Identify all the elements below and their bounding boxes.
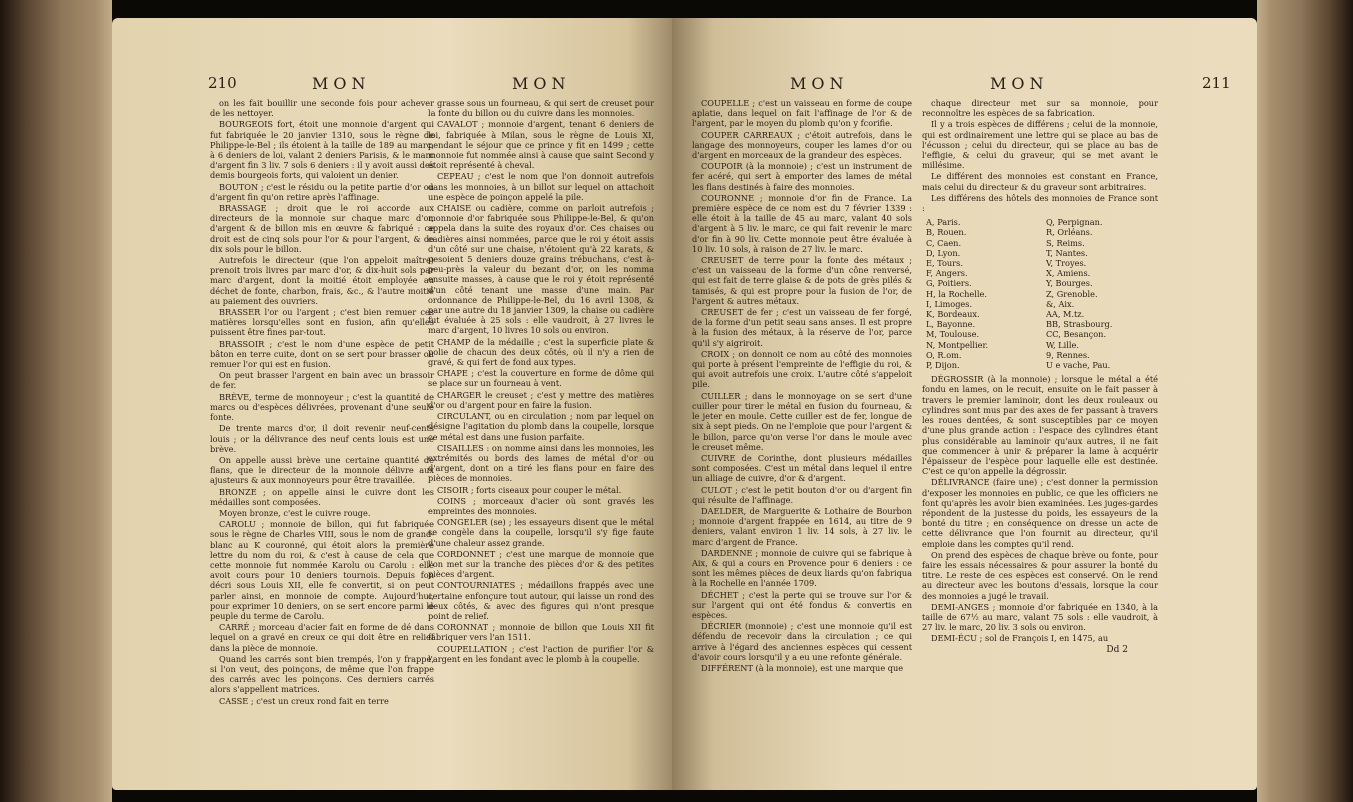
dictionary-entry: CONTOURNIATES ; médaillons frappés avec une certaine enfonçure tout autour, qui laisse un rond des deux côtés, & avec des figures qui n'ont presque point de relief. [428,580,654,621]
mint-mark-entry: Q, Perpignan. [1046,217,1103,228]
dictionary-entry: CARRÉ ; morceau d'acier fait en forme de dé dans lequel on a gravé en creux ce qui doit être en relief dans la pièce de monnoie. [210,622,434,653]
mint-mark-entry: R, Orléans. [1046,227,1093,238]
dictionary-entry: BRÈVE, terme de monnoyeur ; c'est la quantité de marcs ou d'espèces délivrées, provenant d'une seule fonte. [210,391,434,423]
dictionary-entry: BRASSAGE ; droit que le roi accorde aux directeurs de la monnoie sur chaque marc d'or, d'argent & de billon mis en œuvre & fabriqué : ce droit est de cinq sols pour l'or & pour l'argent, & de dix sols pour le billon. [210,203,434,254]
dictionary-entry: CORDONNET ; c'est une marque de monnoie que l'on met sur la tranche des pièces d'or & des petites pièces d'argent. [428,548,654,580]
running-head-col2: MON [512,74,571,93]
mint-mark-entry: P, Dijon. [926,360,960,371]
page-number: 210 [208,74,237,92]
mint-mark-entry: B, Rouen. [926,227,967,238]
mint-mark-entry: U e vache, Pau. [1046,360,1111,371]
dictionary-entry: DAELDER, de Marguerite & Lothaire de Bourbon ; monnoie d'argent frappée en 1614, au titre de 9 deniers, valant environ 1 liv. 14 sols, à 27 liv. le marc d'argent de France. [692,505,912,547]
mint-mark-entry: Y, Bourges. [1046,278,1093,289]
book-edge-right [1257,0,1353,802]
entries-after-list [922,374,1158,643]
mint-mark-entry: C, Caen. [926,237,962,248]
dictionary-entry: CIRCULANT, ou en circulation ; nom par lequel on désigne l'agitation du plomb dans la coupelle, lorsque ce métal est dans une fusion parfaite. [428,411,654,442]
dictionary-entry: COUPELLATION ; c'est l'action de purifier l'or & l'argent en les fondant avec le plomb à la coupelle. [428,643,654,664]
dictionary-entry: CONGELER (se) ; les essayeurs disent que le métal se congèle dans la coupelle, lorsqu'il s'y fige faute d'une chaleur assez grande. [428,517,654,548]
mint-mark-entry: N, Montpellier. [926,339,989,350]
mint-mark-entry: V, Troyes. [1046,258,1087,269]
mint-mark-entry: H, la Rochelle. [926,288,987,299]
dictionary-entry: Il y a trois espèces de différens ; celui de la monnoie, qui est ordinairement une lettre qui se place au bas de l'écusson ; celui du directeur, qui se place au bas de l'effigie, & celui du graveur, qui se met avant le millésime. [922,119,1158,171]
dictionary-entry: On appelle aussi brève une certaine quantité de flans, que le directeur de la monnoie délivre aux ajusteurs & aux monnoyeurs pour être travaillée. [210,454,434,486]
mint-mark-entry: BB, Strasbourg. [1046,319,1113,330]
running-head: MON [790,74,849,93]
right-column-2 [922,98,1158,655]
dictionary-entry: CULOT ; c'est le petit bouton d'or ou d'argent fin qui résulte de l'affinage. [692,484,912,505]
dictionary-entry: BOURGEOIS fort, étoit une monnoie d'argent qui fut fabriquée le 20 janvier 1310, sous le règne de Philippe-le-Bel ; ils étoient à la taille de 189 au marc, à 6 deniers de loi, valant 2 deniers Parisis, & le marc d'argent fin 3 liv. 7 sols 6 deniers : il y avoit aussi des demis bourgeois forts, qui valoient un denier. [210,119,434,181]
dictionary-entry: CORONNAT ; monnoie de billon que Louis XII fit fabriquer vers l'an 1511. [428,622,654,643]
mint-mark-entry: T, Nantes. [1046,247,1088,258]
mint-mark-entry: A, Paris. [926,217,961,228]
dictionary-entry: CISOIR ; forts ciseaux pour couper le métal. [437,484,622,495]
dictionary-entry: CEPEAU ; c'est le nom que l'on donnoit autrefois dans les monnoies, à un billot sur lequel on attachoit une espèce de poinçon appelé la pile. [428,171,654,202]
dictionary-entry: DÉCHET ; c'est la perte qui se trouve sur l'or & sur l'argent qui ont été fondus & convertis en espèces. [692,589,912,620]
left-page [112,18,672,790]
right-page [672,18,1257,790]
mint-mark-entry: W, Lille. [1046,339,1079,350]
dictionary-entry: CHAMP de la médaille ; c'est la superficie plate & polie de chacun des deux côtés, où il n'y a rien de gravé, & qui fert de fond aux types. [428,336,654,368]
dictionary-entry: DÉGROSSIR (à la monnoie) ; lorsque le métal a été fondu en lames, on le recuit, ensuite on le fait passer à travers le premier laminoir, dont les deux rouleaux ou cylindres sont mus par des axes de fer passant à travers les roues dentées, & sont susceptibles par ce moyen d'une plus grande action : l'espace des cylindres étant plus considérable au laminoir qu'aux autres, il ne fait que commencer à unir & préparer la lame à acquérir l'épaisseur de l'espèce pour laquelle elle est destinée. C'est ce qu'on appelle la dégrossir. [922,374,1158,477]
dictionary-entry: COURONNE ; monnoie d'or fin de France. La première espèce de ce nom est du 7 février 1339 : elle étoit à la taille de 45 au marc, valant 40 sols d'argent à 5 liv. le marc, ce qui fait revenir le marc d'or fin à 90 liv. Cette monnoie peut être évaluée à 10 liv. 10 sols, à raison de 27 liv. le marc. [692,192,912,254]
mint-mark-entry: CC, Besançon. [1046,329,1107,340]
dictionary-entry: On peut brasser l'argent en bain avec un brassoir de fer. [210,370,434,391]
dictionary-entry: CHARGER le creuset ; c'est y mettre des matières d'or ou d'argent pour en faire la fusion. [428,389,654,410]
dictionary-entry: grasse sous un fourneau, & qui sert de creuset pour la fonte du billon ou du cuivre dans les monnoies. [428,98,654,119]
mint-mark-entry: G, Poitiers. [926,278,972,289]
page-number: 211 [1202,74,1231,92]
dictionary-entry: DARDENNE ; monnoie de cuivre qui se fabrique à Aix, & qui a cours en Provence pour 6 deniers : ce sont les mêmes pièces de deux liards qu'on fabriqua à la Rochelle en l'année 1709. [692,547,912,589]
dictionary-entry: DEMI-ANGES ; monnoie d'or fabriquée en 1340, à la taille de 67½ au marc, valant 75 sols : elle vaudroit, à 27 liv. le marc, 20 liv. 3 sols ou environ. [922,601,1158,633]
signature-mark: Dd 2 [1106,644,1128,655]
dictionary-entry: BRONZE ; on appelle ainsi le cuivre dont les médailles sont composées. [210,486,434,507]
dictionary-entry: CAROLU ; monnoie de billon, qui fut fabriquée sous le règne de Charles VIII, sous le nom de grand-blanc au K couronné, qui étoit alors la première lettre du nom du roi, & c'est à cause de cela que cette monnoie fut nommée Karolu ou Carolu : elle avoit cours pour 10 deniers tournois. Depuis fon décri sous Louis XII, elle fe convertit, si on peut parler ainsi, en monnoie de compte. Aujourd'hui, pour exprimer 10 deniers, on se sert encore parmi le peuple du terme de Carolu. [210,519,434,621]
dictionary-entry: on les fait bouillir une seconde fois pour achever de les nettoyer. [210,98,434,119]
running-head: MON [312,74,371,93]
mint-mark-entry: AA, M.tz. [1046,309,1085,320]
dictionary-entry: chaque directeur met sur sa monnoie, pour reconnoître les espèces de sa fabrication. [922,98,1158,119]
mint-mark-entry: D, Lyon. [926,247,961,258]
dictionary-entry: COUPER CARREAUX ; c'étoit autrefois, dans le langage des monnoyeurs, couper les lames d'or ou d'argent en morceaux de la grandeur des espèces. [692,129,912,161]
dictionary-entry: CHAPE ; c'est la couverture en forme de dôme qui se place sur un fourneau à vent. [428,368,654,389]
left-column-1 [210,98,434,707]
mint-mark-entry: E, Tours. [926,258,963,269]
dictionary-entry: CASSE ; c'est un creux rond fait en terre [219,695,389,706]
dictionary-entry: On prend des espèces de chaque brève ou fonte, pour faire les essais nécessaires & pour assurer la bonté du titre. Le reste de ces espèces est conservé. On le rend au directeur avec les boutons d'essais, lorsque la cour des monnoies a jugé le travail. [922,549,1158,601]
mint-intro [922,98,1158,213]
mint-mark-entry: K, Bordeaux. [926,309,980,320]
dictionary-entry: Autrefois le directeur (que l'on appeloit maître) prenoit trois livres par marc d'or, & dix-huit sols par marc d'argent, dont la moitié étoit employée au déchet de fonte, charbon, frais, &c., & l'autre moitié au paiement des ouvriers. [210,255,434,306]
dictionary-entry: COUPOIR (à la monnoie) ; c'est un instrument de fer acéré, qui sert à emporter des lames de métal les flans destinés à faire des monnoies. [692,161,912,192]
dictionary-entry: CHAISE ou cadière, comme on parloit autrefois ; monnoie d'or fabriquée sous Philippe-le-Bel, & qu'on appela dans la suite des royaux d'or. Ces chaises ou cadières ainsi nommées, parce que le roi y étoit assis d'un côté sur une chaise, n'étoient qu'à 22 karats, & pesoient 5 deniers douze grains trébuchans, c'est à-peu-près la valeur du bezant d'or, on les nomma ensuite masses, à cause que le roi y étoit représenté d'un côté tenant une masse d'une main. Par ordonnance de Philippe-le-Bel, du 16 avril 1308, & par une autre du 18 janvier 1309, la chaise ou cadière fut évaluée à 25 sols : elle vaudroit, à 27 livres le marc d'argent, 10 livres 10 sols ou environ. [428,203,654,336]
dictionary-entry: COINS ; morceaux d'acier où sont gravés les empreintes des monnoies. [428,495,654,516]
mint-mark-entry: F, Angers. [926,268,968,279]
book-edge-left [0,0,112,802]
dictionary-entry: DEMI-ÉCU ; sol de François I, en 1475, au [931,633,1109,644]
running-head-col2: MON [990,74,1049,93]
dictionary-entry: CROIX ; on donnoit ce nom au côté des monnoies qui porte à présent l'empreinte de l'effigie du roi, & qui avoit autrefois une croix. L'autre côté s'appeloit pile. [692,348,912,390]
dictionary-entry: CAVALOT ; monnoie d'argent, tenant 6 deniers de loi, fabriquée à Milan, sous le règne de Louis XI, pendant le séjour que ce prince y fit en 1499 ; cette monnoie fut nommée ainsi à cause que saint Second y étoit représenté à cheval. [428,119,654,171]
dictionary-entry: CISAILLES : on nomme ainsi dans les monnoies, les extrémités ou bords des lames de métal d'or ou d'argent, dont on a tiré les flans pour en faire des pièces de monnoies. [428,442,654,484]
dictionary-entry: BOUTON ; c'est le résidu ou la petite partie d'or ou d'argent fin qu'on retire après l'affinage. [210,181,434,202]
mint-mark-entry: 9, Rennes. [1046,349,1090,360]
dictionary-entry: DÉLIVRANCE (faire une) ; c'est donner la permission d'exposer les monnoies en public, ce que les officiers ne font qu'après les avoir bien examinées. Les juges-gardes répondent de la justesse du poids, les essayeurs de la bonté du titre ; en conséquence on dresse un acte de cette délivrance que l'on fournit au directeur, qu'il emploie dans les comptes qu'il rend. [922,477,1158,549]
mint-mark-entry: I, Limoges. [926,298,973,309]
dictionary-entry: Le différent des monnoies est constant en France, mais celui du directeur & du graveur sont arbitraires. [922,171,1158,192]
right-column-1 [692,98,912,674]
mint-marks-list [926,217,1158,370]
mint-mark-entry: O, R.om. [926,349,962,360]
dictionary-entry: CUILLER ; dans le monnoyage on se sert d'une cuiller pour tirer le métal en fusion du fourneau, & le jeter en moule. Cette cuiller est de fer, longue de six à sept pieds. On ne l'emploie que pour l'argent & le billon, parce qu'on verse l'or dans le moule avec le creuset même. [692,390,912,452]
dictionary-entry: BRASSOIR ; c'est le nom d'une espèce de petit bâton en terre cuite, dont on se sert pour brasser ou remuer l'or qui est en fusion. [210,338,434,370]
left-column-2 [428,98,654,665]
dictionary-entry: DÉCRIER (monnoie) ; c'est une monnoie qu'il est défendu de recevoir dans la circulation ; ce qui arrive à l'égard des anciennes espèces qui cessent d'avoir cours lorsqu'il y a eu une refonte générale. [692,621,912,662]
mint-mark-entry: S, Reims. [1046,237,1085,248]
dictionary-entry: De trente marcs d'or, il doit revenir neuf-cents louis ; or la délivrance des neuf cents louis est une brève. [210,423,434,454]
mint-mark-entry: &, Aix. [1046,298,1075,309]
dictionary-entry: CUIVRE de Corinthe, dont plusieurs médailles sont composées. C'est un métal dans lequel il entre un alliage de cuivre, d'or & d'argent. [692,452,912,484]
dictionary-entry: DIFFÉRENT (à la monnoie), est une marque que [701,662,904,673]
dictionary-entry: CREUSET de fer ; c'est un vaisseau de fer forgé, de la forme d'un petit seau sans anses. Il est propre à la fusion des métaux, à la réserve de l'or, parce qu'il s'y aigriroit. [692,307,912,348]
dictionary-entry: CREUSET de terre pour la fonte des métaux ; c'est un vaisseau de la forme d'un cône renversé, qui est fait de terre glaise & de pots de grès pilés & tamisés, & qui est propre pour la fusion de l'or, de l'argent & autres métaux. [692,255,912,306]
dictionary-entry: Les différens des hôtels des monnoies de France sont : [922,192,1158,214]
mint-mark-entry: Z, Grenoble. [1046,288,1098,299]
mint-mark-entry: M, Toulouse. [926,329,980,340]
mint-mark-entry: X, Amiens. [1046,268,1091,279]
dictionary-entry: BRASSER l'or ou l'argent ; c'est bien remuer ces matières lorsqu'elles sont en fusion, afin qu'elles puissent être fines par-tout. [210,307,434,338]
dictionary-entry: COUPELLE ; c'est un vaisseau en forme de coupe aplatie, dans lequel on fait l'affinage de l'or & de l'argent, par le moyen du plomb qu'on y fcorifie. [692,98,912,129]
dictionary-entry: Moyen bronze, c'est le cuivre rouge. [219,507,371,518]
dictionary-entry: Quand les carrés sont bien trempés, l'on y frappe, si l'on veut, des poinçons, de même que l'on frappe des carrés avec les poinçons. Ces derniers carrés alors s'appellent matrices. [210,653,434,695]
mint-mark-entry: L, Bayonne. [926,319,976,330]
